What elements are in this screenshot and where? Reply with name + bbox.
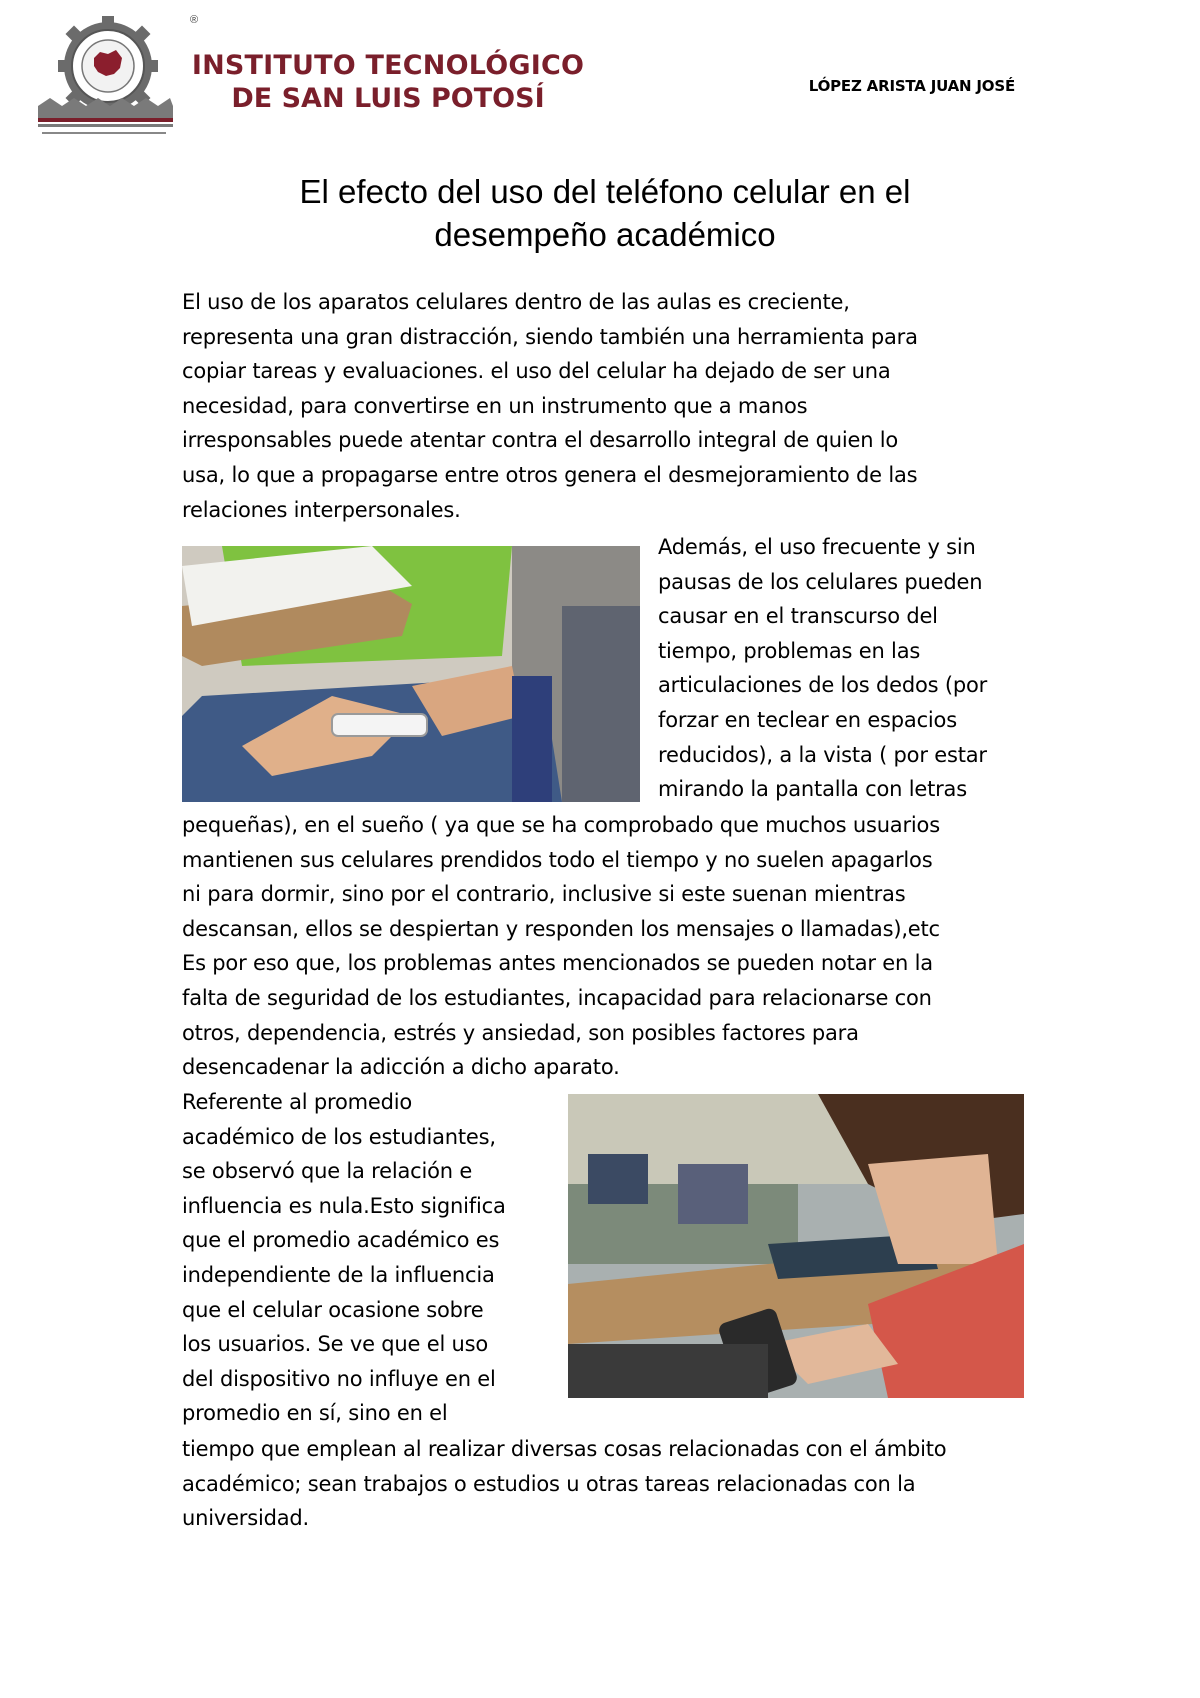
paragraph-effects-continued bbox=[182, 808, 1042, 1085]
paragraph-academic-column bbox=[182, 1085, 562, 1431]
text-line: tiempo, problemas en las bbox=[658, 638, 921, 663]
registered-mark: ® bbox=[190, 14, 199, 26]
text-line: causar en el transcurso del bbox=[658, 604, 938, 629]
author-name: LÓPEZ ARISTA JUAN JOSÉ bbox=[808, 77, 1015, 95]
text-line: otros, dependencia, estrés y ansiedad, son posibles factores para bbox=[182, 1020, 859, 1045]
text-line: se observó que la relación e bbox=[182, 1159, 473, 1184]
text-line: descansan, ellos se despiertan y responden los mensajes o llamadas),etc bbox=[182, 916, 940, 941]
title-line: desempeño académico bbox=[434, 216, 776, 253]
text-line: irresponsables puede atentar contra el desarrollo integral de quien lo bbox=[182, 428, 899, 453]
text-line: del dispositivo no influye en el bbox=[182, 1366, 496, 1391]
paragraph-intro bbox=[182, 285, 1042, 527]
paragraph-effects-column bbox=[658, 530, 1038, 807]
photo-boy-using-phone-in-class bbox=[568, 1094, 1024, 1398]
text-line: Referente al promedio bbox=[182, 1090, 413, 1114]
text-line: tiempo que emplean al realizar diversas cosas relacionadas con el ámbito bbox=[182, 1437, 947, 1461]
paragraph-academic-continued bbox=[182, 1432, 1042, 1536]
text-line: relaciones interpersonales. bbox=[182, 497, 461, 522]
gear-emblem-icon bbox=[38, 14, 173, 140]
text-line: representa una gran distracción, siendo también una herramienta para bbox=[182, 324, 918, 349]
text-line: que el promedio académico es bbox=[182, 1228, 500, 1253]
institution-name bbox=[168, 50, 608, 116]
text-line: usa, lo que a propagarse entre otros genera el desmejoramiento de las bbox=[182, 462, 918, 487]
text-line: reducidos), a la vista ( por estar bbox=[658, 742, 987, 767]
text-line: El uso de los aparatos celulares dentro de las aulas es creciente, bbox=[182, 290, 850, 314]
text-line: mirando la pantalla con letras bbox=[658, 777, 967, 802]
text-line: falta de seguridad de los estudiantes, incapacidad para relacionarse con bbox=[182, 985, 932, 1010]
institution-name-line1: INSTITUTO TECNOLÓGICO bbox=[191, 50, 585, 81]
text-line: los usuarios. Se ve que el uso bbox=[182, 1332, 489, 1357]
text-line: independiente de la influencia bbox=[182, 1262, 495, 1287]
text-line: desencadenar la adicción a dicho aparato. bbox=[182, 1055, 620, 1080]
text-line: académico de los estudiantes, bbox=[182, 1124, 496, 1149]
institution-logo bbox=[38, 14, 598, 140]
institution-name-line2: DE SAN LUIS POTOSÍ bbox=[231, 82, 545, 114]
text-line: copiar tareas y evaluaciones. el uso del celular ha dejado de ser una bbox=[182, 359, 891, 384]
text-line: forzar en teclear en espacios bbox=[658, 707, 957, 732]
text-line: necesidad, para convertirse en un instrumento que a manos bbox=[182, 393, 808, 418]
text-line: ni para dormir, sino por el contrario, inclusive si este suenan mientras bbox=[182, 882, 906, 907]
text-line: mantienen sus celulares prendidos todo el tiempo y no suelen apagarlos bbox=[182, 847, 933, 872]
text-line: pequeñas), en el sueño ( ya que se ha comprobado que muchos usuarios bbox=[182, 813, 940, 837]
text-line: Además, el uso frecuente y sin bbox=[658, 535, 976, 559]
photo-student-texting-at-desk bbox=[182, 546, 640, 802]
text-line: que el celular ocasione sobre bbox=[182, 1297, 484, 1322]
text-line: pausas de los celulares pueden bbox=[658, 569, 983, 594]
document-title bbox=[150, 170, 1060, 256]
text-line: promedio en sí, sino en el bbox=[182, 1401, 448, 1426]
text-line: académico; sean trabajos o estudios u otras tareas relacionadas con la bbox=[182, 1471, 916, 1496]
title-line: El efecto del uso del teléfono celular en el bbox=[299, 173, 911, 210]
text-line: universidad. bbox=[182, 1506, 310, 1531]
text-line: Es por eso que, los problemas antes mencionados se pueden notar en la bbox=[182, 951, 933, 976]
text-line: influencia es nula.Esto significa bbox=[182, 1193, 506, 1218]
text-line: articulaciones de los dedos (por bbox=[658, 673, 988, 698]
